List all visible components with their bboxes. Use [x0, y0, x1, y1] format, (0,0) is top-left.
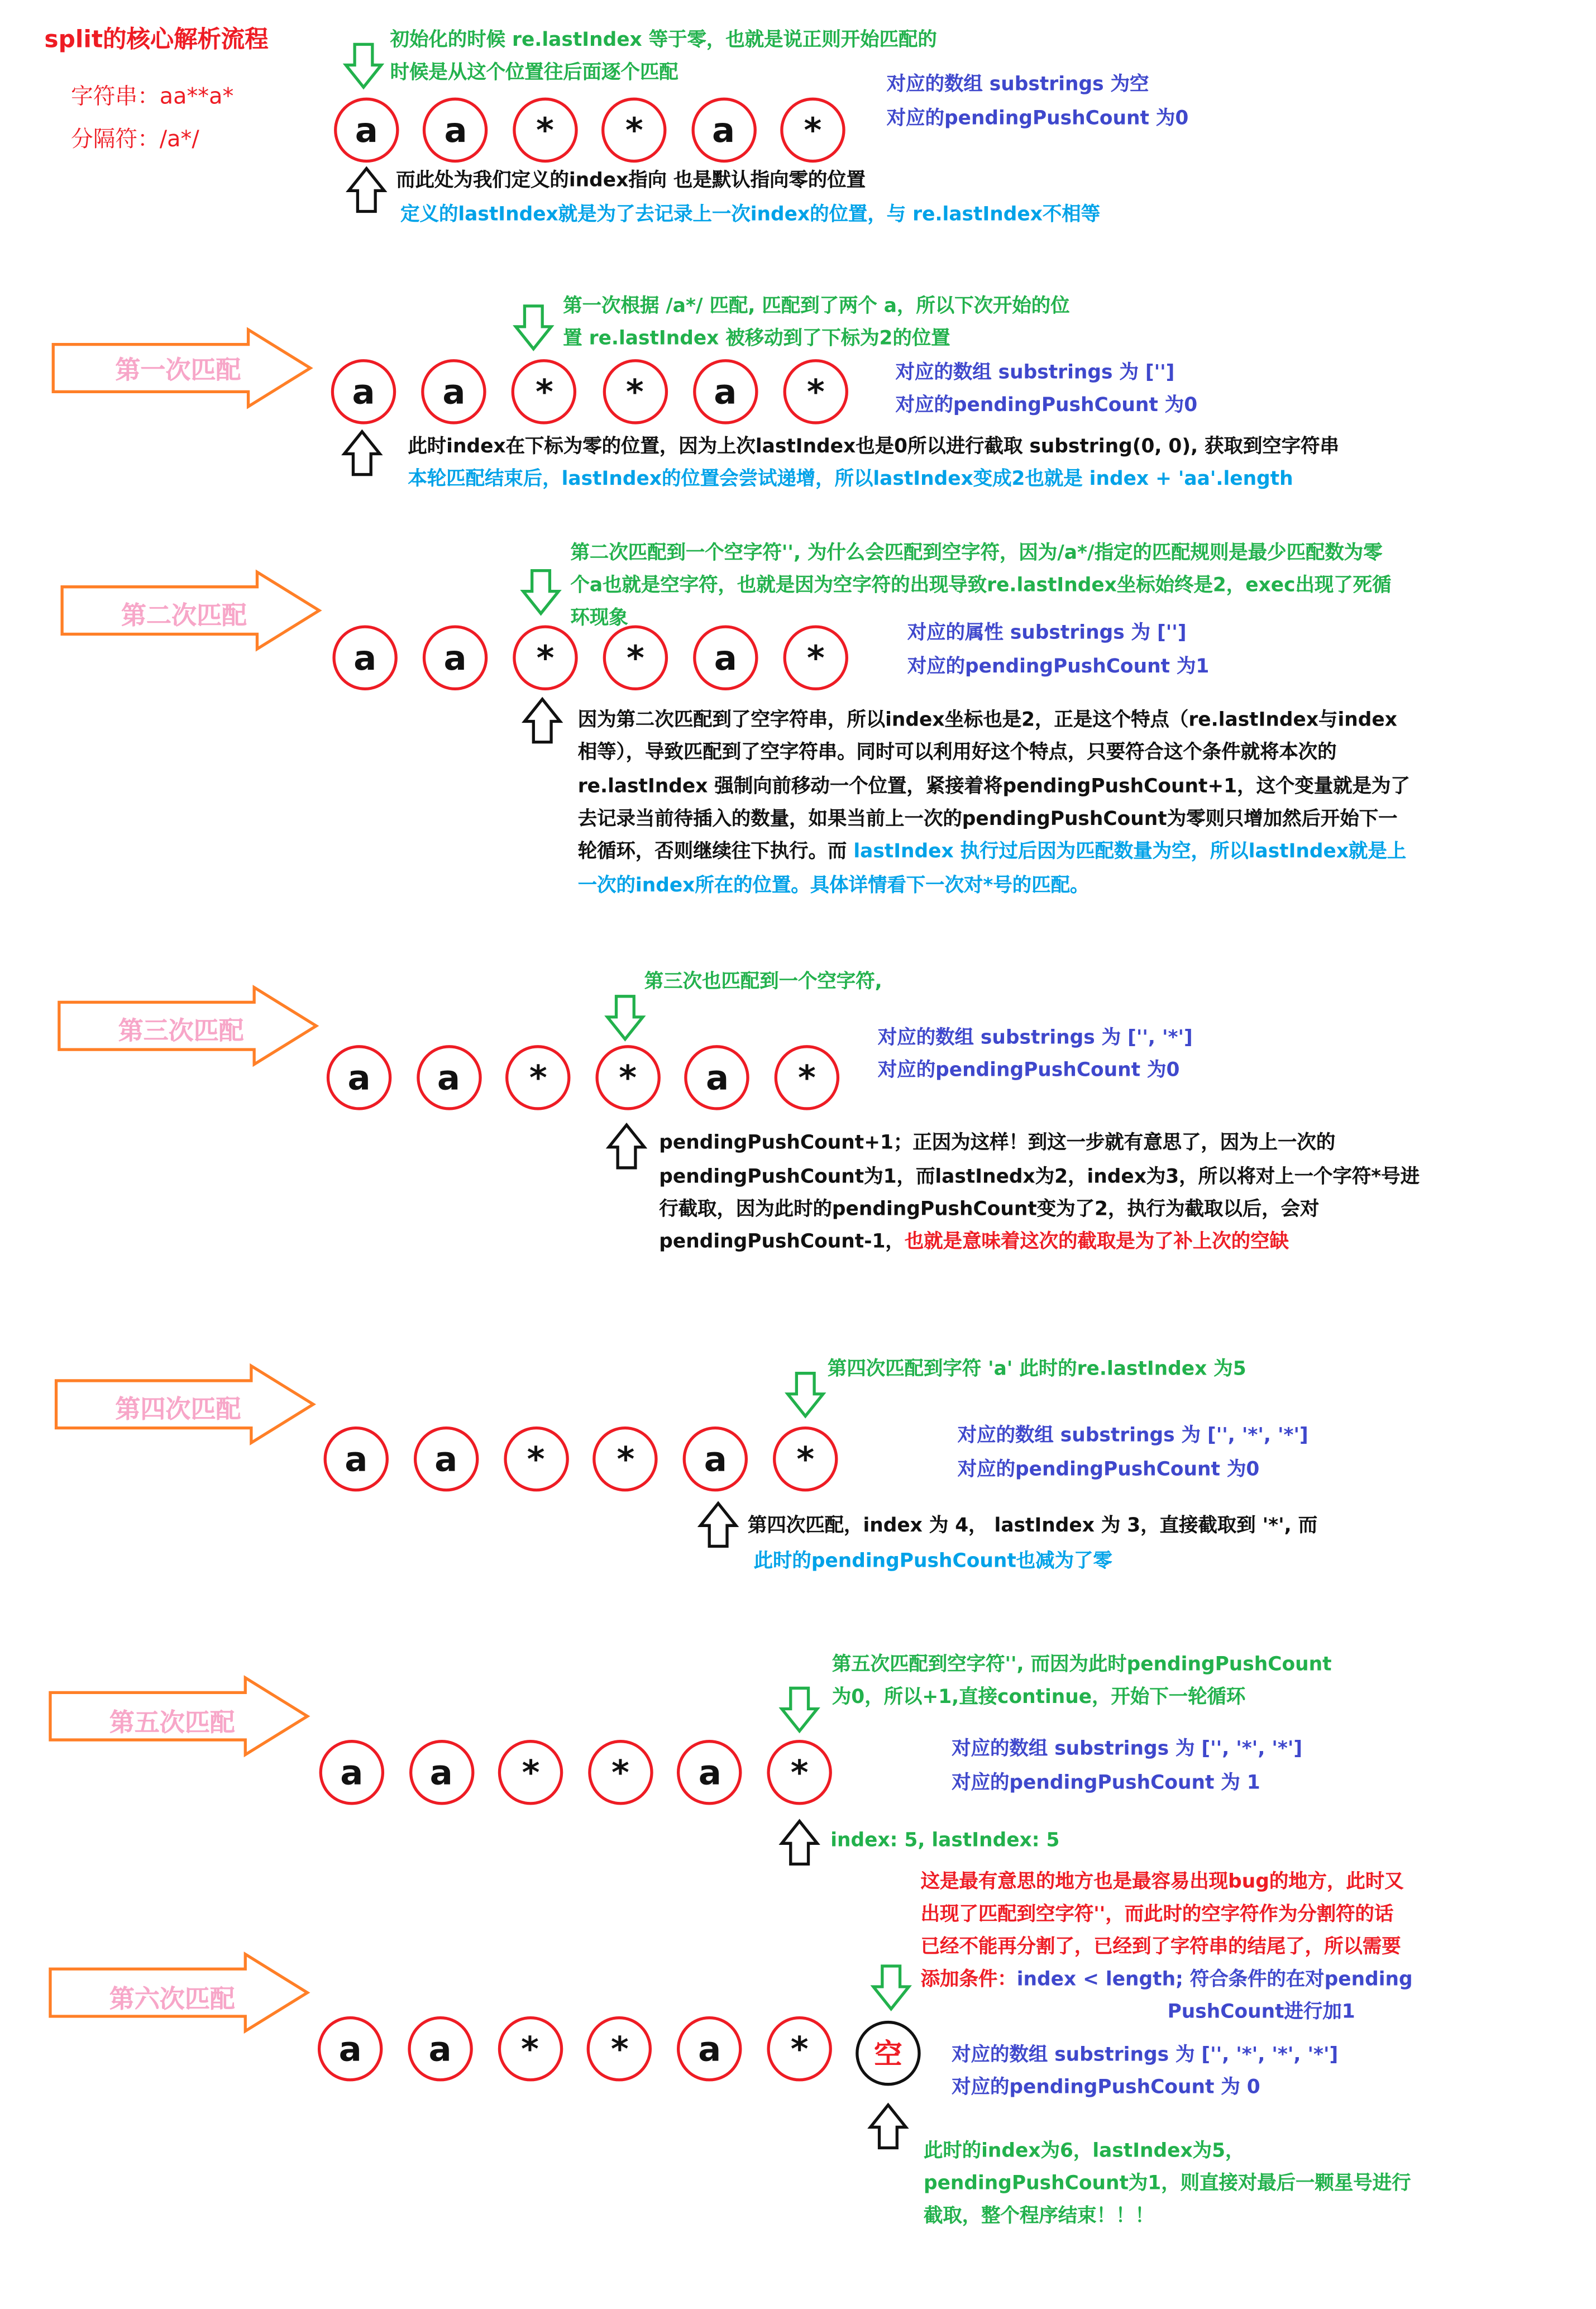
char-circle: a — [693, 626, 758, 690]
char-circle: a — [691, 98, 756, 163]
step3-pending: 对应的pendingPushCount 为0 — [877, 1060, 1180, 1082]
char-circle: * — [603, 359, 667, 424]
char-circle: a — [683, 1427, 748, 1491]
step6-note-green-1: 此时的index为6，lastIndex为5， — [923, 2140, 1245, 2163]
char-circle: * — [767, 2016, 832, 2081]
char-circle: * — [513, 626, 577, 690]
step2-note-black-3: re.lastIndex 强制向前移动一个位置，紧接着将pendingPushCount+1，这个变量就是为了 — [577, 776, 1410, 799]
step6-note-red-4a: 添加条件： — [920, 1969, 1017, 1991]
step1-note-cyan: 本轮匹配结束后，lastIndex的位置会尝试递增，所以lastIndex变成2也就是 index + 'aa'.length — [408, 468, 1293, 491]
step5-substrings: 对应的数组 substrings 为 ['', '*', '*'] — [952, 1738, 1303, 1761]
step5-pending: 对应的pendingPushCount 为 1 — [952, 1772, 1260, 1795]
char-circle: * — [498, 1740, 563, 1805]
init-note-green-1: 初始化的时候 re.lastIndex 等于零，也就是说正则开始匹配的 — [390, 29, 937, 52]
char-circle: * — [775, 1045, 839, 1110]
char-circle: a — [693, 359, 758, 424]
step5-note-green-1: 第五次匹配到空字符'', 而因为此时pendingPushCount — [832, 1654, 1332, 1677]
up-arrow-icon — [341, 427, 383, 478]
down-arrow-icon — [343, 41, 384, 92]
step3-note-green: 第三次也匹配到一个空字符, — [644, 971, 882, 994]
char-circle: * — [780, 98, 845, 163]
step1-substrings: 对应的数组 substrings 为 [''] — [895, 362, 1175, 385]
init-pending: 对应的pendingPushCount 为0 — [886, 108, 1189, 130]
step2-note-line-5 — [578, 837, 1407, 869]
step2-note-black-2: 相等），导致匹配到了空字符串。同时可以利用好这个特点，只要符合这个条件就将本次的 — [577, 742, 1337, 765]
up-arrow-icon — [346, 164, 387, 214]
step2-note-green-2: 个a也就是空字符，也就是因为空字符的出现导致re.lastIndex坐标始终是2，exec出现了死循 — [570, 575, 1392, 598]
step6-substrings: 对应的数组 substrings 为 ['', '*', '*', '*'] — [952, 2044, 1339, 2067]
step6-note-red-1: 这是最有意思的地方也是最容易出现bug的地方，此时又 — [920, 1871, 1404, 1894]
step4-substrings: 对应的数组 substrings 为 ['', '*', '*'] — [957, 1425, 1308, 1448]
step3-substrings: 对应的数组 substrings 为 ['', '*'] — [877, 1027, 1193, 1050]
step3-note-line-4 — [659, 1227, 1289, 1260]
step1-note-green-1: 第一次根据 /a*/ 匹配, 匹配到了两个 a，所以下次开始的位 — [563, 295, 1070, 318]
step3-note-black-4a: pendingPushCount-1， — [659, 1231, 905, 1254]
step6-note-red-3: 已经不能再分割了，已经到了字符串的结尾了，所以需要 — [920, 1936, 1401, 1959]
char-circle: * — [773, 1427, 838, 1491]
char-circle: a — [677, 2016, 742, 2081]
step5-note-green-3: index: 5, lastIndex: 5 — [830, 1830, 1060, 1853]
step1-note-green-2: 置 re.lastIndex 被移动到了下标为2的位置 — [563, 328, 950, 351]
init-note-cyan: 定义的lastIndex就是为了去记录上一次index的位置，与 re.lastIndex不相等 — [400, 204, 1101, 226]
up-arrow-icon — [606, 1120, 647, 1171]
char-circle: * — [603, 626, 668, 690]
char-circle: a — [318, 2016, 383, 2081]
diagram-title: split的核心解析流程 — [44, 25, 269, 54]
step6-pending: 对应的pendingPushCount 为 0 — [952, 2077, 1260, 2100]
char-circle: * — [588, 1740, 653, 1805]
step6-note-green-3: 截取，整个程序结束！！！ — [923, 2205, 1154, 2228]
step5-label: 第五次匹配 — [109, 1709, 235, 1739]
init-note-black: 而此处为我们定义的index指向 也是默认指向零的位置 — [396, 170, 866, 193]
step3-note-black-2: pendingPushCount为1，而lastInedx为2，index为3，所以将对上一个字符*号进 — [659, 1166, 1420, 1189]
step6-label: 第六次匹配 — [109, 1985, 235, 2015]
char-circle: * — [783, 359, 848, 424]
empty-end-circle: 空 — [856, 2021, 920, 2086]
char-circle: a — [327, 1045, 391, 1110]
up-arrow-icon — [697, 1499, 739, 1549]
step2-note-black-1: 因为第二次匹配到了空字符串，所以index坐标也是2，正是这个特点（re.lastIndex与index — [577, 709, 1397, 732]
char-circle: * — [593, 1427, 658, 1491]
char-circle: a — [677, 1740, 742, 1805]
char-circle: a — [413, 1427, 478, 1491]
step1-label: 第一次匹配 — [115, 356, 241, 386]
step6-note-blue-5: PushCount进行加1 — [1167, 2001, 1355, 2024]
char-circle: a — [416, 1045, 481, 1110]
char-circle: a — [331, 359, 396, 424]
char-circle: * — [506, 1045, 571, 1110]
step6-note-line-4 — [921, 1964, 1413, 1997]
char-circle: a — [332, 626, 397, 690]
step3-note-red-4b: 也就是意味着这次的截取是为了补上次的空缺 — [904, 1231, 1289, 1254]
step5-note-green-2: 为0，所以+1,直接continue，开始下一轮循环 — [832, 1686, 1246, 1709]
char-circle: a — [422, 359, 486, 424]
step2-note-black-4: 去记录当前待插入的数量，如果当前上一次的pendingPushCount为零则只增加然后开始下一 — [577, 808, 1398, 831]
char-circle: * — [595, 1045, 660, 1110]
step4-label: 第四次匹配 — [115, 1395, 241, 1425]
step2-pending: 对应的pendingPushCount 为1 — [907, 656, 1210, 679]
step6-note-red-2: 出现了匹配到空字符''，而此时的空字符作为分割符的话 — [920, 1904, 1394, 1926]
down-arrow-icon — [779, 1685, 820, 1735]
init-note-green-2: 时候是从这个位置往后面逐个匹配 — [390, 62, 678, 84]
step2-note-green-1: 第二次匹配到一个空字符'', 为什么会匹配到空字符，因为/a*/指定的匹配规则是最少匹配数为零 — [570, 542, 1383, 565]
char-circle: * — [503, 1427, 568, 1491]
string-label: 字符串：aa**a* — [71, 83, 234, 109]
down-arrow-icon — [513, 303, 554, 354]
step2-substrings: 对应的属性 substrings 为 [''] — [907, 622, 1187, 645]
step4-note-green: 第四次匹配到字符 'a' 此时的re.lastIndex 为5 — [827, 1358, 1246, 1381]
init-substrings: 对应的数组 substrings 为空 — [886, 74, 1149, 97]
down-arrow-icon — [604, 994, 646, 1044]
char-circle: * — [587, 2016, 652, 2081]
step4-pending: 对应的pendingPushCount 为0 — [957, 1459, 1260, 1481]
step2-note-green-3: 环现象 — [570, 607, 628, 630]
char-circle: * — [513, 98, 577, 163]
up-arrow-icon — [779, 1817, 820, 1867]
char-circle: * — [498, 2016, 562, 2081]
up-arrow-icon — [867, 2101, 909, 2151]
step3-note-black-1: pendingPushCount+1；正因为这样！到这一步就有意思了，因为上一次的 — [659, 1132, 1336, 1154]
down-arrow-icon — [871, 1963, 912, 2014]
step1-pending: 对应的pendingPushCount 为0 — [895, 394, 1198, 417]
char-circle: * — [783, 626, 848, 690]
step3-label: 第三次匹配 — [118, 1017, 244, 1047]
step2-note-black-5a: 轮循环，否则继续往下执行。而 — [577, 841, 854, 864]
char-circle: * — [512, 359, 577, 424]
char-circle: * — [602, 98, 667, 163]
char-circle: a — [423, 626, 488, 690]
char-circle: a — [324, 1427, 389, 1491]
step1-note-black: 此时index在下标为零的位置，因为上次lastIndex也是0所以进行截取 substring(0, 0), 获取到空字符串 — [408, 436, 1339, 459]
step2-label: 第二次匹配 — [121, 602, 247, 632]
char-circle: a — [423, 98, 488, 163]
up-arrow-icon — [522, 695, 563, 745]
char-circle: a — [409, 1740, 474, 1805]
step4-note-black: 第四次匹配，index 为 4， lastIndex 为 3，直接截取到 '*', 而 — [748, 1515, 1318, 1538]
step2-note-cyan-5b: lastIndex 执行过后因为匹配数量为空，所以lastIndex就是上 — [853, 841, 1407, 864]
separator-label: 分隔符：/a*/ — [71, 125, 199, 152]
char-circle: a — [408, 2016, 472, 2081]
step2-note-cyan-6: 一次的index所在的位置。具体详情看下一次对*号的匹配。 — [577, 875, 1090, 898]
step4-note-cyan: 此时的pendingPushCount也减为了零 — [753, 1551, 1112, 1573]
step3-note-black-3: 行截取，因为此时的pendingPushCount变为了2，执行为截取以后，会对 — [659, 1199, 1320, 1222]
char-circle: a — [334, 98, 399, 163]
char-circle: * — [767, 1740, 832, 1805]
step6-note-green-2: pendingPushCount为1，则直接对最后一颗星号进行 — [923, 2173, 1411, 2196]
char-circle: a — [685, 1045, 749, 1110]
step6-note-blue-4b: index < length; 符合条件的在对pending — [1016, 1969, 1413, 1991]
down-arrow-icon — [520, 567, 561, 618]
down-arrow-icon — [785, 1370, 826, 1420]
char-circle: a — [319, 1740, 384, 1805]
